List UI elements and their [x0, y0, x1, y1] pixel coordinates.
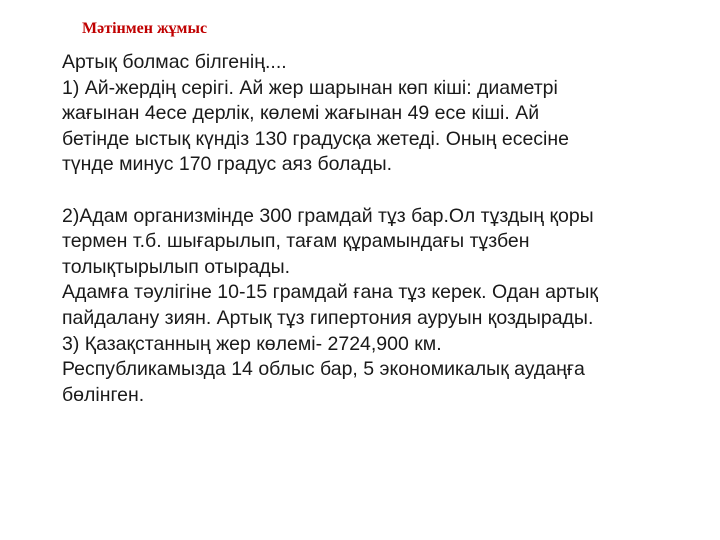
paragraph-salt — [62, 204, 702, 332]
text-line: бетінде ыстық күндіз 130 градусқа жетеді. Оның есесіне — [62, 127, 569, 150]
text-line: 3) Қазақстанның жер көлемі- 2724,900 км. — [62, 332, 442, 355]
slide-body — [62, 50, 702, 408]
text-line: Адамға тәулігіне 10-15 грамдай ғана тұз керек. Одан артық — [62, 281, 598, 304]
paragraph-kazakhstan — [62, 332, 702, 409]
intro-line: Артық болмас білгенің.... — [62, 51, 287, 73]
text-line: жағынан 4есе дерлік, көлемі жағынан 49 есе кіші. Ай — [62, 102, 540, 125]
text-line: 2)Адам организмінде 300 грамдай тұз бар.Ол тұздың қоры — [62, 204, 594, 227]
text-line: бөлінген. — [62, 383, 145, 406]
text-line: түнде минус 170 градус аяз болады. — [62, 153, 393, 176]
text-line: термен т.б. шығарылып, тағам құрамындағы тұзбен — [62, 230, 530, 253]
paragraph-moon — [62, 76, 702, 178]
text-line: Республикамызда 14 облыс бар, 5 экономикалық аудаңға — [62, 358, 585, 381]
paragraph-spacer — [62, 178, 702, 204]
text-line: толықтырылып отырады. — [62, 255, 291, 278]
text-line: пайдалану зиян. Артық тұз гипертония ауруын қоздырады. — [62, 306, 594, 329]
text-line: 1) Ай-жердің серігі. Ай жер шарынан көп кіші: диаметрі — [62, 76, 558, 99]
slide-heading: Мәтінмен жұмыс — [82, 20, 208, 37]
